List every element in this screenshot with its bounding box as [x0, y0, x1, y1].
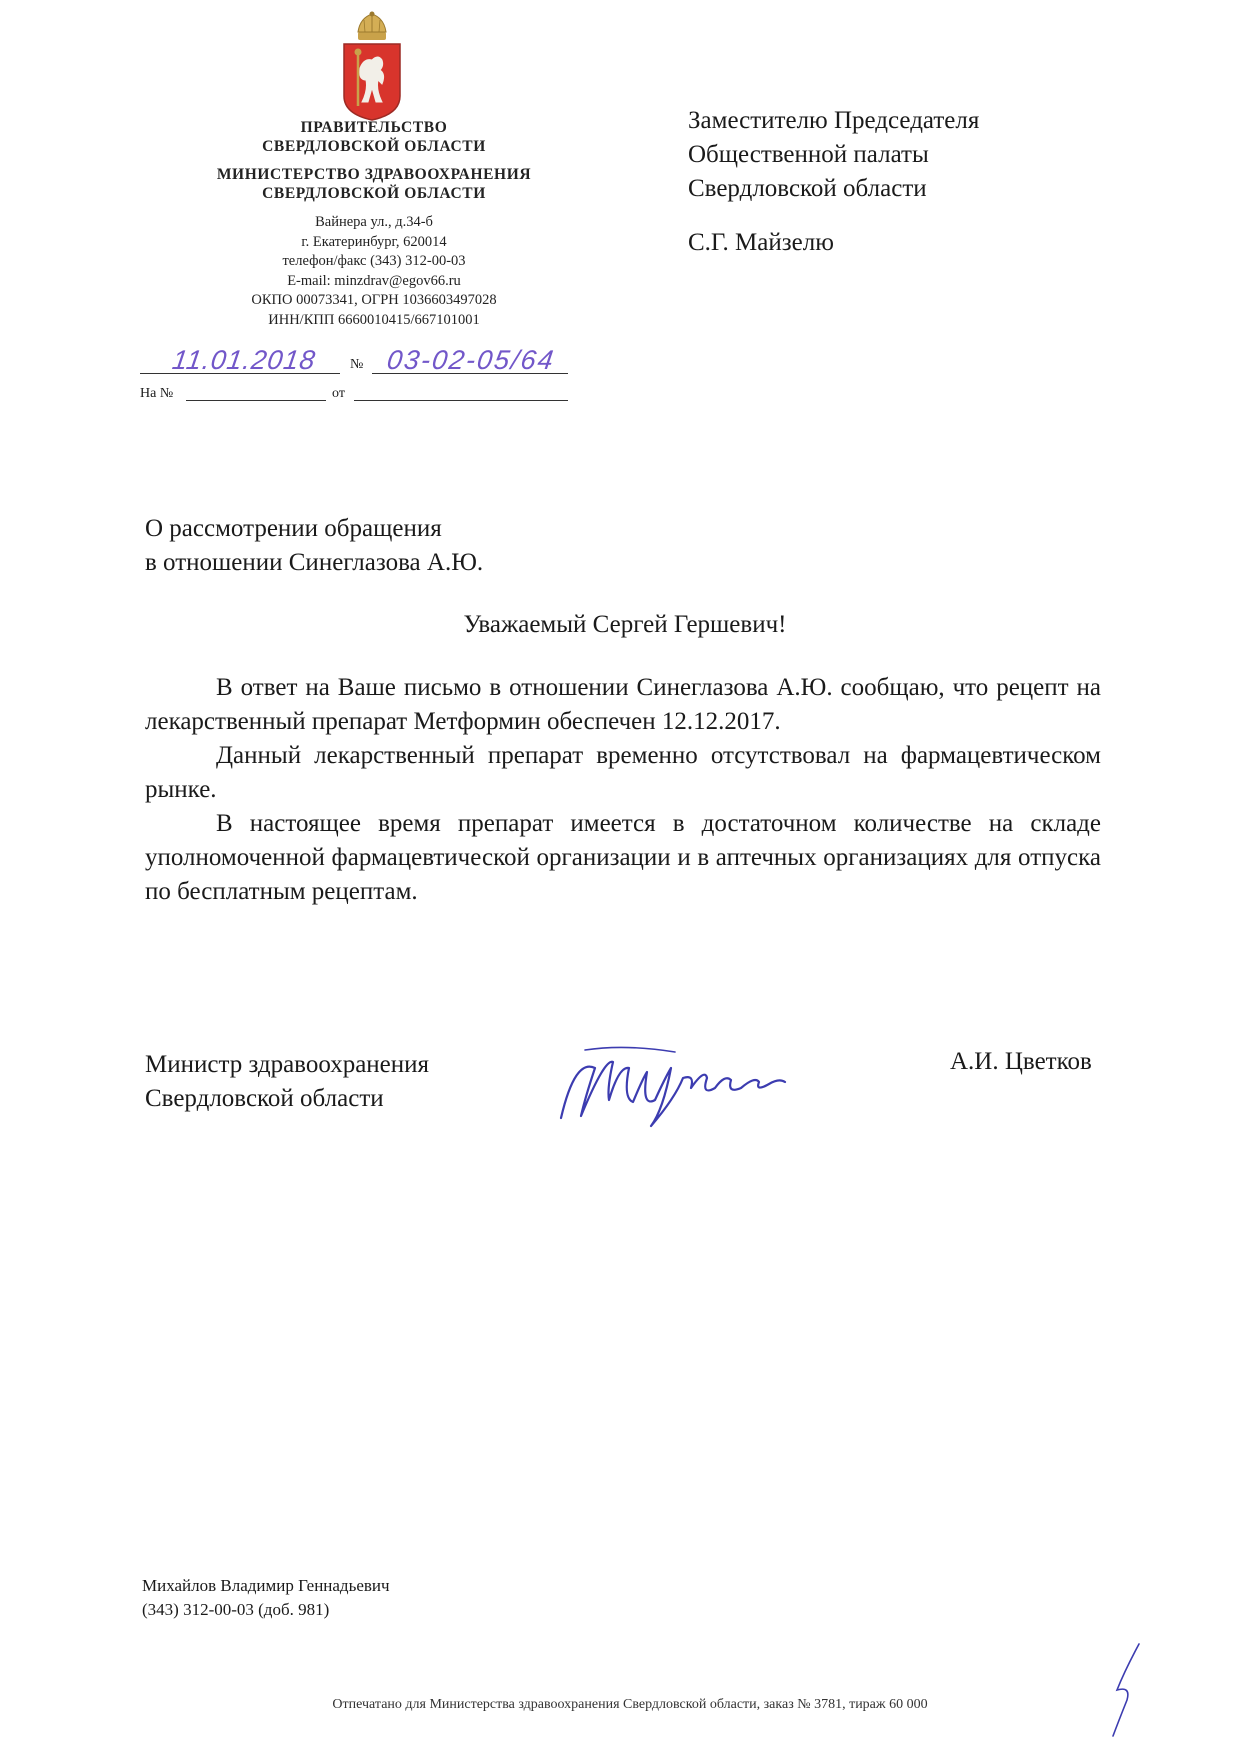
- body-paragraph: Данный лекарственный препарат временно отсутствовал на фармацевтическом рынке.: [145, 742, 1101, 803]
- registration-number-underline: [372, 373, 568, 374]
- addressee-line: Общественной палаты: [688, 141, 929, 168]
- letter-subject: О рассмотрении обращения в отношении Синеглазова А.Ю.: [145, 515, 484, 576]
- registration-number-label: №: [350, 357, 364, 372]
- reference-from-label: от: [332, 386, 345, 401]
- email: E-mail: minzdrav@egov66.ru: [287, 272, 461, 289]
- signer-position: Министр здравоохранения Свердловской области: [145, 1051, 430, 1112]
- inn-kpp: ИНН/КПП 6660010415/667101001: [268, 311, 480, 328]
- body-paragraph: В ответ на Ваше письмо в отношении Синеглазова А.Ю. сообщаю, что рецепт на лекарственный препарат Метформин обеспечен 12.12.2017.: [145, 674, 1101, 735]
- executor-phone: (343) 312-00-03 (доб. 981): [142, 1600, 330, 1619]
- print-footer: Отпечатано для Министерства здравоохранения Свердловской области, заказ № 3781, тираж 60 000: [332, 1697, 928, 1712]
- executor-name: Михайлов Владимир Геннадьевич: [142, 1576, 390, 1595]
- addressee-block: [688, 104, 1188, 260]
- reference-date-rule: [354, 400, 568, 401]
- pen-mark-icon: [1105, 1640, 1145, 1740]
- coat-of-arms-emblem: [338, 10, 406, 122]
- letterhead: [150, 118, 598, 330]
- reference-prefix: На №: [140, 386, 174, 401]
- okpo-ogrn: ОКПО 00073341, ОГРН 1036603497028: [251, 292, 497, 308]
- registration-line: [140, 345, 580, 375]
- reference-number-rule: [186, 400, 326, 401]
- addressee-name: С.Г. Майзелю: [688, 229, 834, 256]
- signer-name: А.И. Цветков: [950, 1048, 1092, 1075]
- registration-date-underline: [140, 373, 340, 374]
- body-paragraph: В настоящее время препарат имеется в достаточном количестве на складе уполномоченной фармацевтической организации и в аптечных организациях для отпуска по бесплатным рецептам.: [145, 810, 1101, 905]
- executor-block: [142, 1574, 390, 1622]
- address-street: Вайнера ул., д.34-б: [315, 214, 433, 230]
- salutation: Уважаемый Сергей Гершевич!: [463, 611, 787, 638]
- reference-line: [140, 386, 580, 406]
- addressee-line: Свердловской области: [688, 175, 927, 202]
- letter-body: [145, 671, 1101, 909]
- registration-number: 03-02-05/64: [385, 345, 557, 375]
- ministry-title: МИНИСТЕРСТВО ЗДРАВООХРАНЕНИЯ СВЕРДЛОВСКОЙ ОБЛАСТИ: [216, 166, 532, 202]
- ministry-contacts: [150, 213, 598, 330]
- registration-date: 11.01.2018: [170, 345, 318, 375]
- handwritten-signature: [555, 1038, 805, 1128]
- crown-icon: [358, 12, 386, 41]
- government-title: ПРАВИТЕЛЬСТВО СВЕРДЛОВСКОЙ ОБЛАСТИ: [262, 119, 486, 155]
- addressee-line: Заместителю Председателя: [688, 107, 980, 134]
- address-city: г. Екатеринбург, 620014: [301, 233, 447, 250]
- phone-fax: телефон/факс (343) 312-00-03: [282, 253, 466, 269]
